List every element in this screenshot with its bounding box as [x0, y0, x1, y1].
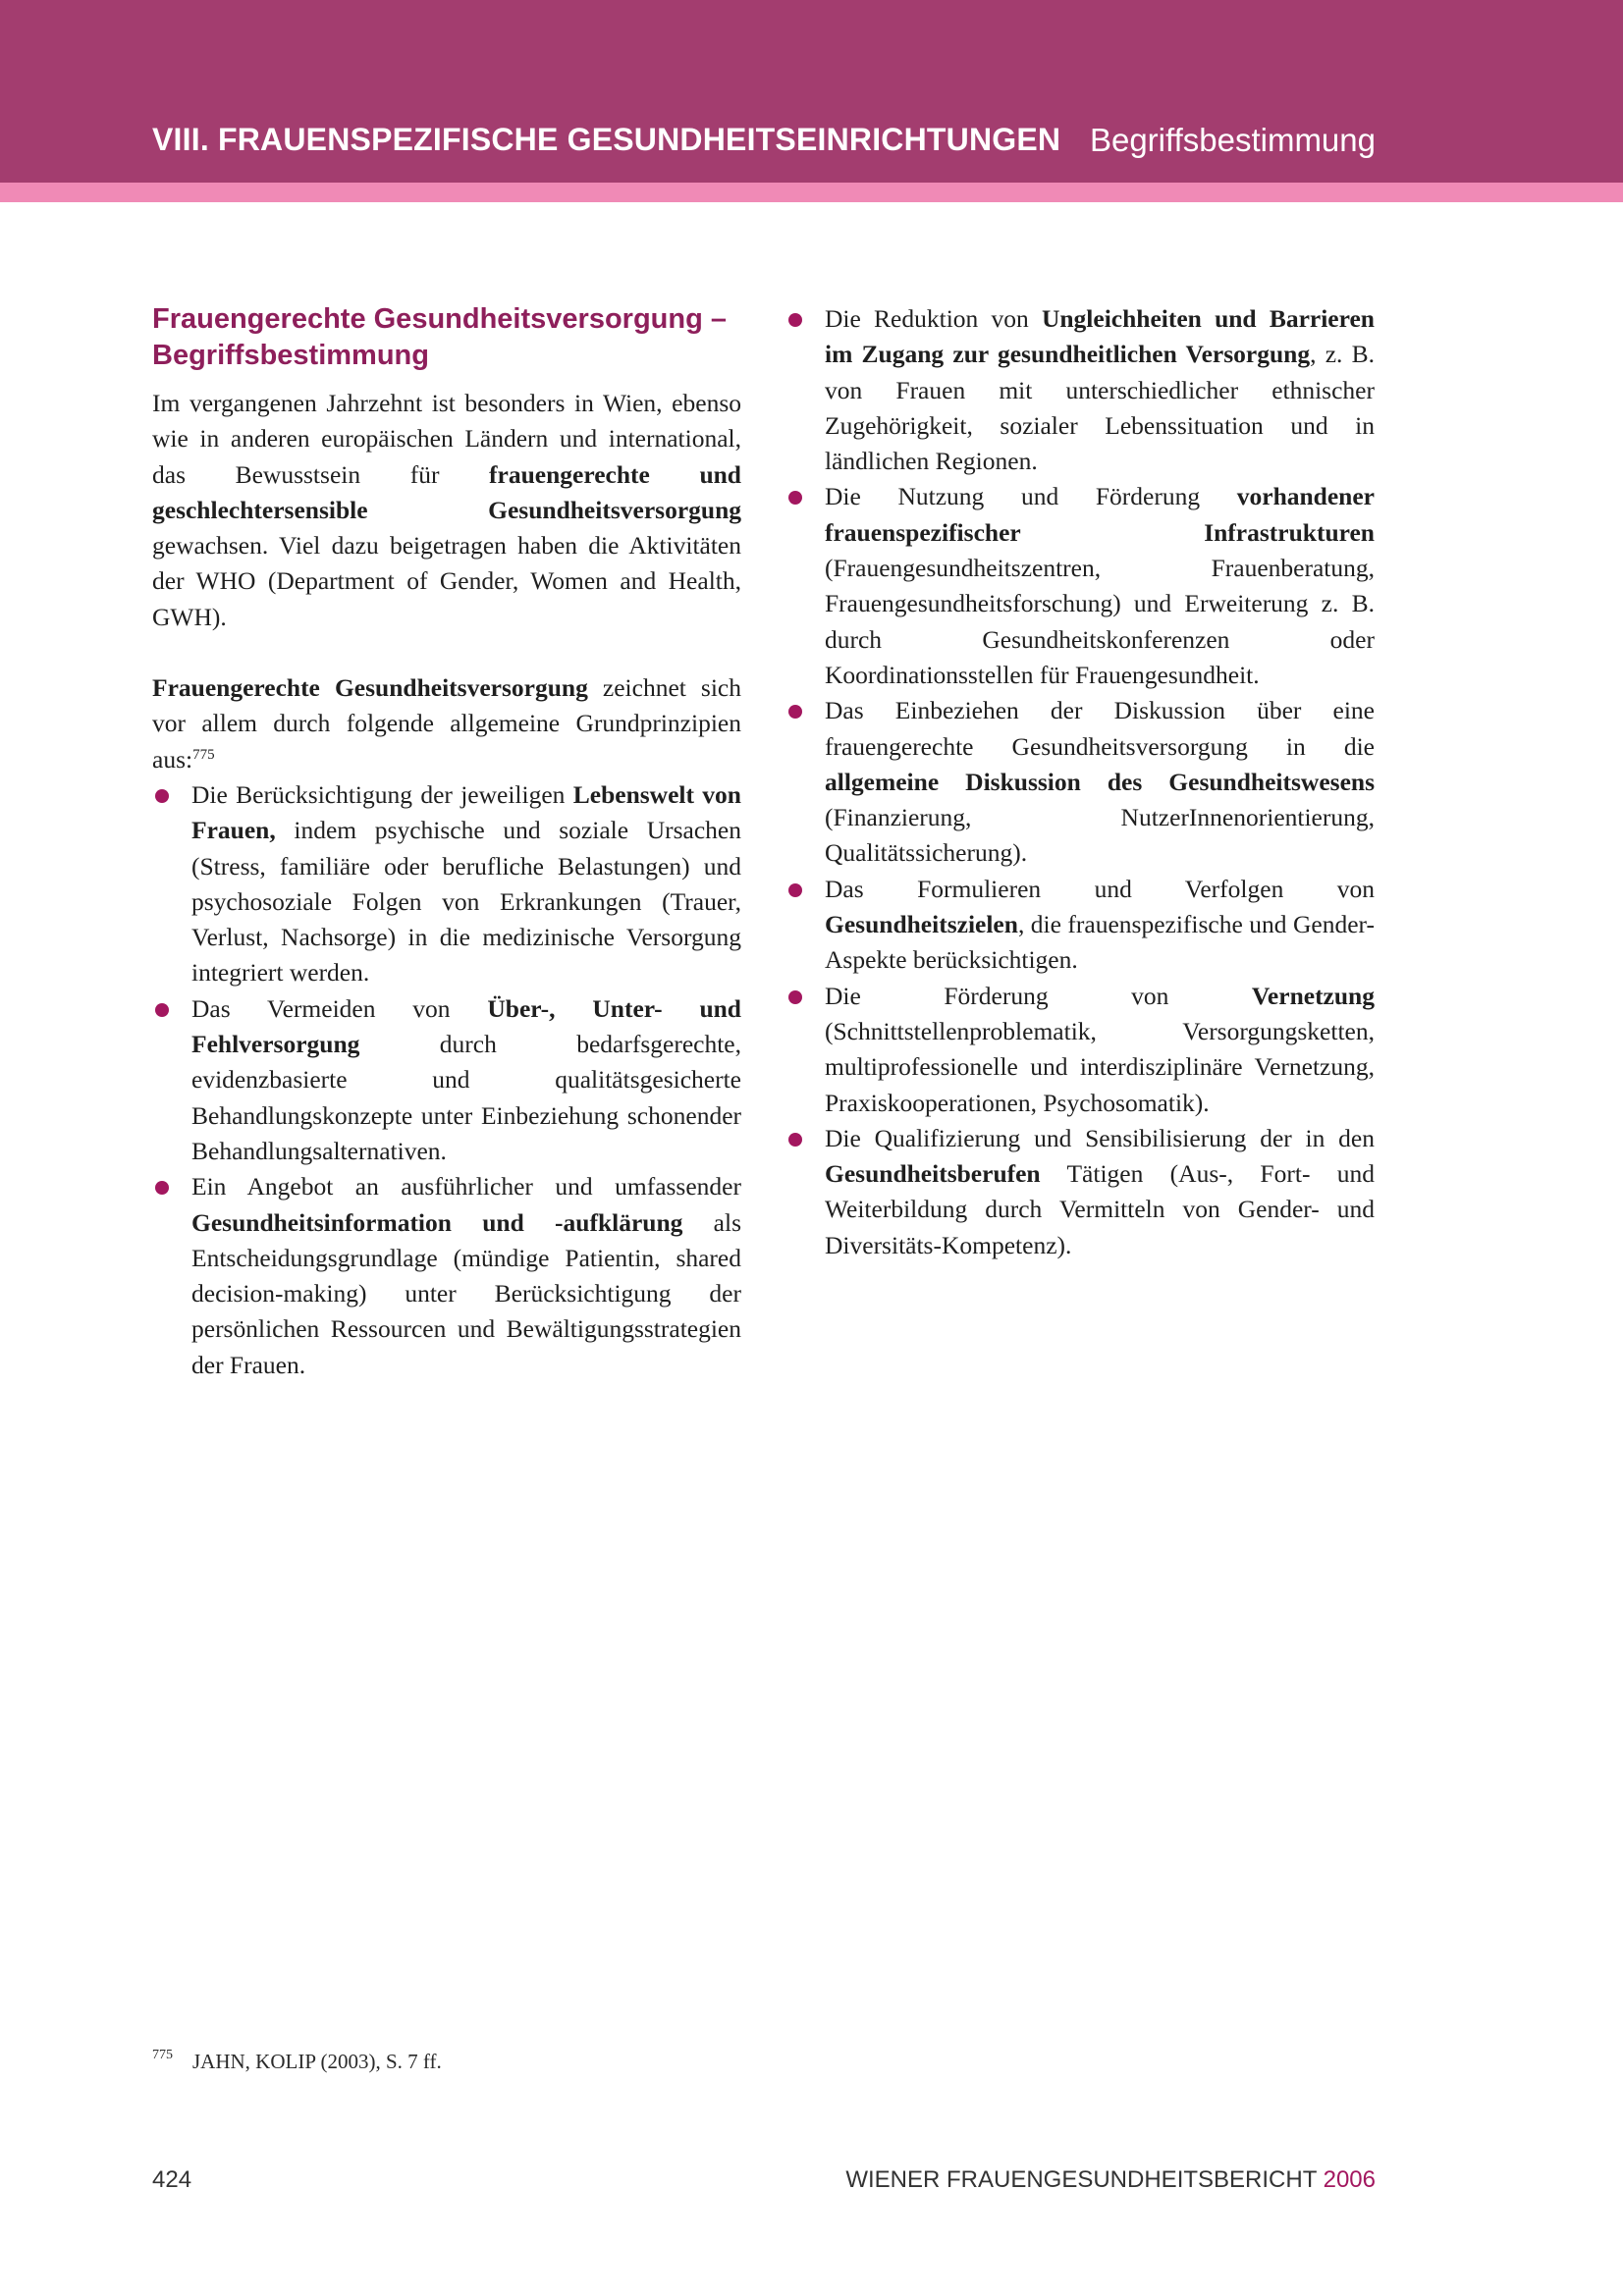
report-title-text: WIENER FRAUENGESUNDHEITSBERICHT [845, 2166, 1317, 2193]
item-text: Die Förderung von [825, 981, 1252, 1010]
footnote-number: 775 [152, 2048, 173, 2062]
bullet-dot-icon [155, 1003, 169, 1017]
list-item [152, 777, 741, 991]
item-text: Ein Angebot an ausführlicher und umfassender [191, 1172, 741, 1201]
item-text: , z. B. von Frauen mit unterschiedlicher ethnischer Zugehörigkeit, sozialer Lebenssituation und in ländlichen Regionen. [825, 340, 1375, 476]
page-number: 424 [152, 2166, 192, 2193]
intro-bold: frauengerechte und geschlechtersensible Gesundheitsversorgung [152, 459, 741, 524]
heading-line-2: Begriffsbestimmung [152, 340, 429, 371]
item-bold: Gesundheitsberufen [825, 1159, 1041, 1189]
item-bold: Über-, Unter- und Fehlversorgung [191, 993, 741, 1059]
list-item [785, 479, 1375, 693]
bullet-dot-icon [788, 883, 802, 897]
item-bold: Gesundheitszielen [825, 910, 1018, 939]
list-item [152, 1169, 741, 1383]
principles-text: zeichnet sich vor allem durch folgende allgemeine Grundprinzipien aus: [152, 673, 741, 774]
bullet-dot-icon [155, 789, 169, 803]
item-text: Das Vermeiden von [191, 993, 488, 1023]
list-item [785, 979, 1375, 1121]
item-bold: allgemeine Diskussion des Gesundheitswesens [825, 767, 1375, 796]
item-text: Das Formulieren und Verfolgen von [825, 874, 1375, 903]
left-column [152, 301, 741, 1383]
list-item [152, 991, 741, 1169]
item-text: durch bedarfsgerechte, evidenzbasierte und qualitätsgesicherte Behandlungskonzepte unter Einbeziehung schonender Behandlungsalternativen. [191, 1030, 741, 1165]
report-title [845, 2166, 1376, 2194]
item-bold: Lebenswelt von Frauen, [191, 779, 741, 845]
item-text: als Entscheidungsgrundlage (mündige Patientin, shared decision-making) unter Berücksichtigung der persönlichen Ressourcen und Bewältigungsstrategien der Frauen. [191, 1207, 742, 1379]
list-item [785, 301, 1375, 479]
item-text: (Schnittstellenproblematik, Versorgungsketten, multiprofessionelle und interdisziplinäre Vernetzung, Praxiskooperationen, Psychosomatik). [825, 1016, 1375, 1117]
bullet-dot-icon [788, 313, 802, 327]
section-label: Begriffsbestimmung [1089, 122, 1376, 158]
chapter-title: VIII. FRAUENSPEZIFISCHE GESUNDHEITSEINRICHTUNGEN [152, 122, 1061, 157]
principles-intro [152, 670, 741, 777]
item-text: (Frauengesundheitszentren, Frauenberatung, Frauengesundheitsforschung) und Erweiterung z. B. durch Gesundheitskonferenzen oder Koordinationsstellen für Frauengesundheit. [825, 554, 1375, 689]
item-text: indem psychische und soziale Ursachen (Stress, familiäre oder berufliche Belastungen) und psychosoziale Folgen von Erkrankungen (Trauer, Verlust, Nachsorge) in die medizinische Versorgung integriert werden. [191, 816, 741, 988]
footnote-text: JAHN, KOLIP (2003), S. 7 ff. [192, 2050, 442, 2073]
bullet-dot-icon [788, 705, 802, 719]
principles-list-left [152, 777, 741, 1383]
footnote [152, 2050, 442, 2074]
list-item [785, 693, 1375, 871]
item-bold: Vernetzung [1251, 981, 1375, 1010]
right-column [785, 301, 1375, 1263]
item-text: Die Berücksichtigung der jeweiligen [191, 779, 573, 809]
report-year: 2006 [1323, 2166, 1376, 2193]
intro-paragraph [152, 386, 741, 635]
list-item [785, 872, 1375, 979]
item-text: Das Einbeziehen der Diskussion über eine frauengerechte Gesundheitsversorgung in die [825, 696, 1375, 761]
item-text: Tätigen (Aus-, Fort- und Weiterbildung durch Vermitteln von Gender- und Diversitäts-Kompetenz). [825, 1159, 1375, 1259]
intro-text-1: Im vergangenen Jahrzehnt ist besonders in Wien, ebenso wie in anderen europäischen Ländern und international, das Bewusstsein für [152, 389, 741, 489]
bullet-dot-icon [788, 990, 802, 1004]
article-heading [152, 301, 741, 374]
item-text: (Finanzierung, NutzerInnenorientierung, Qualitätssicherung). [825, 803, 1375, 868]
item-text: Die Qualifizierung und Sensibilisierung der in den [825, 1123, 1375, 1152]
bullet-dot-icon [788, 1133, 802, 1147]
item-bold: Gesundheitsinformation und -aufklärung [191, 1207, 683, 1237]
item-text: , die frauenspezifische und Gender-Aspekte berücksichtigen. [825, 910, 1375, 975]
principles-list-right [785, 301, 1375, 1263]
heading-line-1: Frauengerechte Gesundheitsversorgung – [152, 303, 727, 335]
principles-bold: Frauengerechte Gesundheitsversorgung [152, 673, 588, 703]
item-text: Die Nutzung und Förderung [825, 482, 1237, 511]
bullet-dot-icon [155, 1181, 169, 1195]
bullet-dot-icon [788, 491, 802, 505]
list-item [785, 1121, 1375, 1263]
item-text: Die Reduktion von [825, 304, 1042, 333]
header-stripe [0, 183, 1623, 202]
intro-text-2: gewachsen. Viel dazu beigetragen haben die Aktivitäten der WHO (Department of Gender, Women and Health, GWH). [152, 531, 741, 631]
item-bold: vorhandener frauenspezifischer Infrastrukturen [825, 482, 1375, 547]
item-bold: Ungleichheiten und Barrieren im Zugang zur gesundheitlichen Versorgung [825, 304, 1375, 369]
footnote-ref[interactable]: 775 [192, 746, 215, 763]
